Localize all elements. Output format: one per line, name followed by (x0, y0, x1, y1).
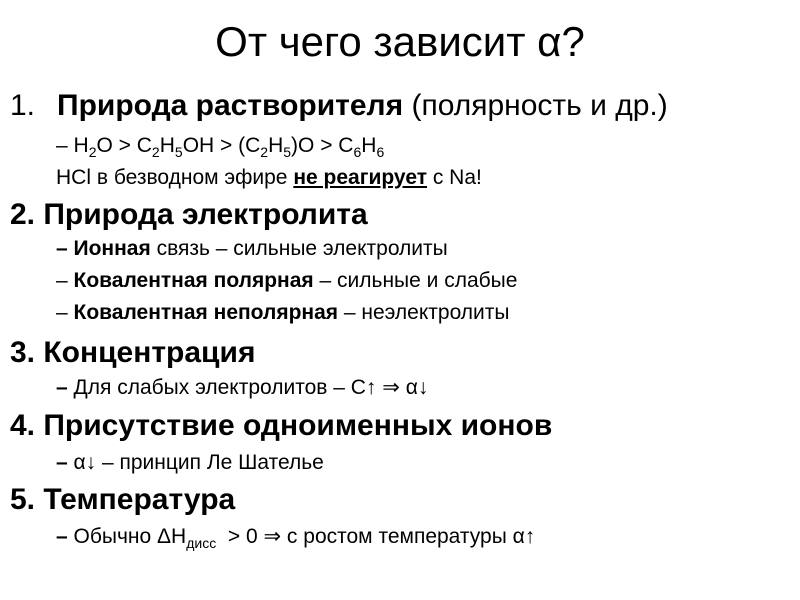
temperature-text: Обычно ΔH (73, 525, 187, 548)
subscript: 6 (376, 144, 385, 161)
item-3-heading: 3. Концентрация (10, 336, 256, 369)
temperature-line (56, 524, 535, 556)
subscript: 2 (88, 144, 97, 161)
bond-line-nonpolar (56, 300, 509, 326)
hcl-note-text: HCl в безводном эфире (56, 166, 294, 189)
bond-line-polar (56, 268, 517, 294)
subscript: 5 (283, 144, 292, 161)
subscript: 5 (174, 144, 183, 161)
item-5-heading: 5. Температура (10, 483, 236, 516)
bond-line-ionic (56, 236, 448, 262)
formula-part: H (159, 134, 175, 157)
concentration-line (56, 375, 428, 401)
formula-part: H (361, 134, 377, 157)
item-1-heading-rest: (полярность и др.) (403, 89, 668, 122)
concentration-text: Для слабых электролитов – С↑ ⇒ α↓ (73, 376, 429, 399)
common-ion-text: α↓ – принцип Ле Шателье (73, 451, 324, 474)
item-1-heading (10, 88, 668, 124)
bond-description: связь – сильные электролиты (150, 237, 448, 260)
formula-part: H (268, 134, 284, 157)
bond-type: Ионная (73, 237, 151, 260)
bond-description: – сильные и слабые (313, 269, 518, 292)
dash: – (56, 376, 74, 399)
dash: – (56, 525, 74, 548)
hcl-note (56, 165, 482, 191)
temperature-text-end: > 0 ⇒ с ростом температуры α↑ (216, 525, 536, 548)
dash: – (56, 269, 74, 292)
dash: – (56, 237, 74, 260)
bond-type: Ковалентная неполярная (73, 301, 339, 324)
formula-part: )O > C (291, 134, 354, 157)
hcl-note-emphasis: не реагирует (293, 166, 428, 189)
slide-title: От чего зависит α? (215, 18, 585, 65)
formula-part: O > C (96, 134, 152, 157)
formula-part: H (73, 134, 89, 157)
subscript: дисс (186, 535, 217, 552)
item-1-heading-bold: Природа растворителя (57, 89, 404, 122)
item-4-heading: 4. Присутствие одноименных ионов (10, 409, 553, 442)
bond-type: Ковалентная полярная (73, 269, 314, 292)
formula-part: OH > (C (182, 134, 261, 157)
subscript: 2 (260, 144, 269, 161)
dash: – (56, 134, 74, 157)
hcl-note-text-end: с Na! (427, 166, 482, 189)
common-ion-line (56, 450, 324, 476)
item-1-number: 1. (10, 89, 36, 122)
subscript: 6 (353, 144, 362, 161)
bond-description: – неэлектролиты (338, 301, 510, 324)
subscript: 2 (151, 144, 160, 161)
item-2-heading: 2. Природа электролита (10, 198, 368, 231)
solvent-series (56, 133, 384, 165)
dash: – (56, 301, 74, 324)
dash: – (56, 451, 74, 474)
